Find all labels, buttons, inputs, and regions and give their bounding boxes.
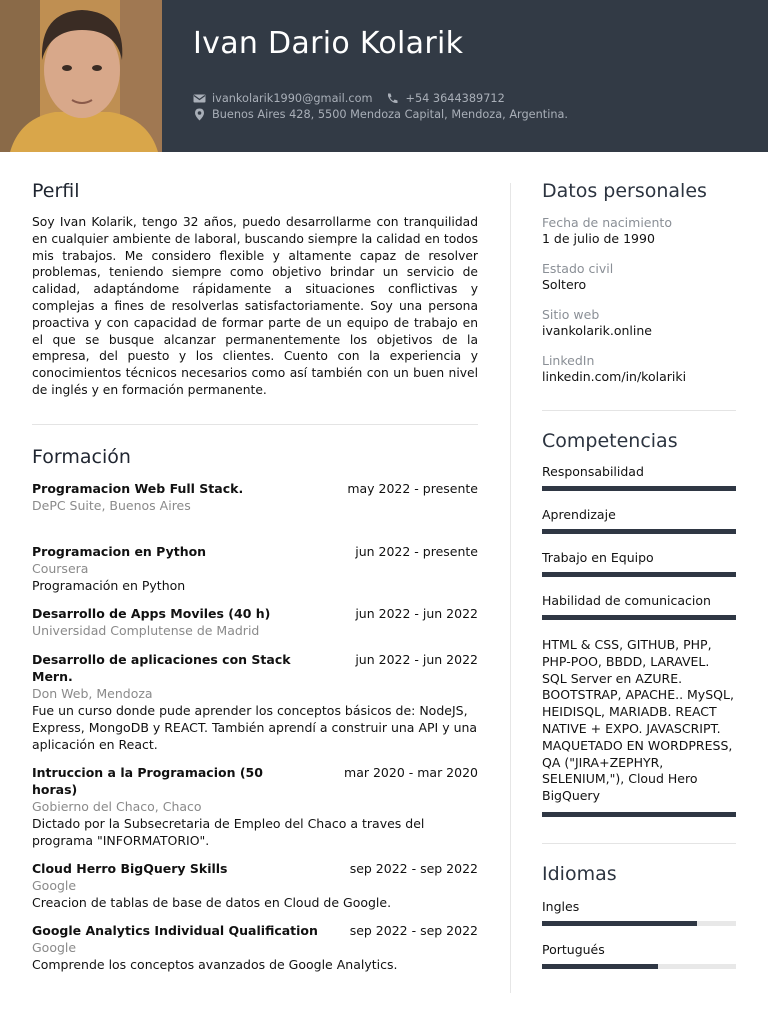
education-item <box>32 543 478 594</box>
email-icon <box>193 92 206 105</box>
datos-heading: Datos personales <box>542 180 707 202</box>
education-org: Google <box>32 877 77 893</box>
datos-field <box>542 261 736 293</box>
perfil-heading: Perfil <box>32 180 80 202</box>
field-label: LinkedIn <box>542 353 595 368</box>
education-title: Desarrollo de aplicaciones con Stack Mern. <box>32 651 291 684</box>
education-title: Google Analytics Individual Qualification <box>32 922 318 938</box>
skill-bar-fill <box>542 529 736 534</box>
skill-bar-fill <box>542 572 736 577</box>
education-item <box>32 605 478 639</box>
section-divider <box>542 410 736 411</box>
linkedin-link[interactable]: linkedin.com/in/kolariki <box>542 369 687 384</box>
education-desc: Fue un curso donde pude aprender los conceptos básicos de: NodeJS, Express, MongoDB y REACT. También aprendí a construir una API y una aplicación en React. <box>32 702 478 752</box>
education-title: Programacion Web Full Stack. <box>32 480 244 496</box>
language-bar-fill <box>542 964 658 969</box>
field-value: Soltero <box>542 277 587 292</box>
language-item <box>542 942 736 969</box>
idiomas-heading: Idiomas <box>542 862 617 885</box>
skill-bar-fill <box>542 486 736 491</box>
education-date: jun 2022 - presente <box>355 543 478 559</box>
skill-bar <box>542 486 736 491</box>
column-divider <box>510 183 511 993</box>
education-title: Desarrollo de Apps Moviles (40 h) <box>32 605 271 621</box>
skill-item <box>542 593 736 620</box>
education-org: Coursera <box>32 560 89 576</box>
education-org: Google <box>32 939 77 955</box>
education-title: Intruccion a la Programacion (50 horas) <box>32 764 263 797</box>
language-label: Portugués <box>542 941 605 957</box>
education-org: Universidad Complutense de Madrid <box>32 622 260 638</box>
education-date: jun 2022 - jun 2022 <box>355 651 478 667</box>
contact-row-2 <box>193 108 568 121</box>
education-title: Cloud Herro BigQuery Skills <box>32 860 228 876</box>
skill-item <box>542 550 736 577</box>
website-link[interactable]: ivankolarik.online <box>542 323 652 338</box>
skill-bar <box>542 529 736 534</box>
language-bar-fill <box>542 921 697 926</box>
skill-item <box>542 507 736 534</box>
skill-item <box>542 637 736 817</box>
skill-label: Aprendizaje <box>542 507 616 522</box>
location-icon <box>193 108 206 121</box>
skill-bar <box>542 615 736 620</box>
perfil-text: Soy Ivan Kolarik, tengo 32 años, puedo desarrollarme con tranquilidad en cualquier ambiente de laboral, buscando siempre la calidad en todos mis trabajos. Me considero flexible y altamente capaz de resolver problemas, teniendo siempre como objetivo brindar un servicio de calidad, adaptándome rápidamente a situaciones conflictivas y complejas a fines de resolverlas satisfactoriamente. Soy una persona proactiva y con capacidad de formar parte de un equipo de trabajo en el que se busque alcanzar permanentemente los objetivos de la empresa, del puesto y los clientes. Cuento con la experiencia y conocimientos técnicos necesarios como así también con un buen nivel de inglés y en formación permanente. <box>32 215 478 397</box>
field-value: 1 de julio de 1990 <box>542 231 655 246</box>
datos-field <box>542 353 736 385</box>
left-column <box>32 180 478 973</box>
education-desc: Dictado por la Subsecretaria de Empleo del Chaco a traves del programa "INFORMATORIO". <box>32 815 425 848</box>
formacion-heading: Formación <box>32 445 131 468</box>
contact-row-1 <box>193 92 505 105</box>
skill-label: Trabajo en Equipo <box>542 550 654 565</box>
language-label: Ingles <box>542 898 580 914</box>
education-desc: Comprende los conceptos avanzados de Google Analytics. <box>32 956 398 972</box>
tech-skills-text: HTML & CSS, GITHUB, PHP, PHP-POO, BBDD, LARAVEL. SQL Server en AZURE. BOOTSTRAP, APACHE.. MySQL, HEIDISQL, MARIADB. REACT NATIVE + EXPO. JAVASCRIPT. MAQUETADO EN WORDPRESS, QA ("JIRA+ZEPHYR, SELENIUM,"), Cloud Hero BigQuery <box>542 637 734 804</box>
education-item <box>32 480 478 514</box>
education-desc: Programación en Python <box>32 577 186 593</box>
education-org: Gobierno del Chaco, Chaco <box>32 798 202 814</box>
address-text: Buenos Aires 428, 5500 Mendoza Capital, Mendoza, Argentina. <box>212 108 569 121</box>
field-label: Fecha de nacimiento <box>542 215 672 230</box>
education-date: jun 2022 - jun 2022 <box>355 605 478 621</box>
education-org: DePC Suite, Buenos Aires <box>32 497 191 513</box>
header <box>0 0 768 152</box>
skill-bar-fill <box>542 812 736 817</box>
skill-label: Habilidad de comunicacion <box>542 593 711 608</box>
profile-photo <box>0 0 162 152</box>
datos-field <box>542 215 736 247</box>
education-date: sep 2022 - sep 2022 <box>349 922 478 938</box>
language-bar <box>542 921 736 926</box>
language-bar <box>542 964 736 969</box>
section-divider <box>542 843 736 844</box>
competencias-heading: Competencias <box>542 430 678 452</box>
section-divider <box>32 424 478 425</box>
skill-bar <box>542 572 736 577</box>
email-text[interactable]: ivankolarik1990@gmail.com <box>212 92 373 105</box>
full-name: Ivan Dario Kolarik <box>193 26 464 61</box>
phone-text[interactable]: +54 3644389712 <box>405 92 505 105</box>
education-date: sep 2022 - sep 2022 <box>349 860 478 876</box>
language-item <box>542 899 736 926</box>
education-date: mar 2020 - mar 2020 <box>344 764 478 780</box>
education-desc: Creacion de tablas de base de datos en Cloud de Google. <box>32 894 392 910</box>
education-org: Don Web, Mendoza <box>32 685 153 701</box>
phone-icon <box>386 92 399 105</box>
education-item <box>32 764 478 849</box>
skill-item <box>542 464 736 491</box>
datos-field <box>542 307 736 339</box>
education-item <box>32 922 478 973</box>
skill-bar-fill <box>542 615 736 620</box>
education-title: Programacion en Python <box>32 543 207 559</box>
skill-label: Responsabilidad <box>542 464 644 479</box>
education-item <box>32 651 478 753</box>
education-item <box>32 860 478 911</box>
right-column <box>542 180 736 969</box>
skill-bar <box>542 812 736 817</box>
field-label: Estado civil <box>542 261 614 276</box>
field-label: Sitio web <box>542 307 600 322</box>
education-date: may 2022 - presente <box>347 480 478 496</box>
